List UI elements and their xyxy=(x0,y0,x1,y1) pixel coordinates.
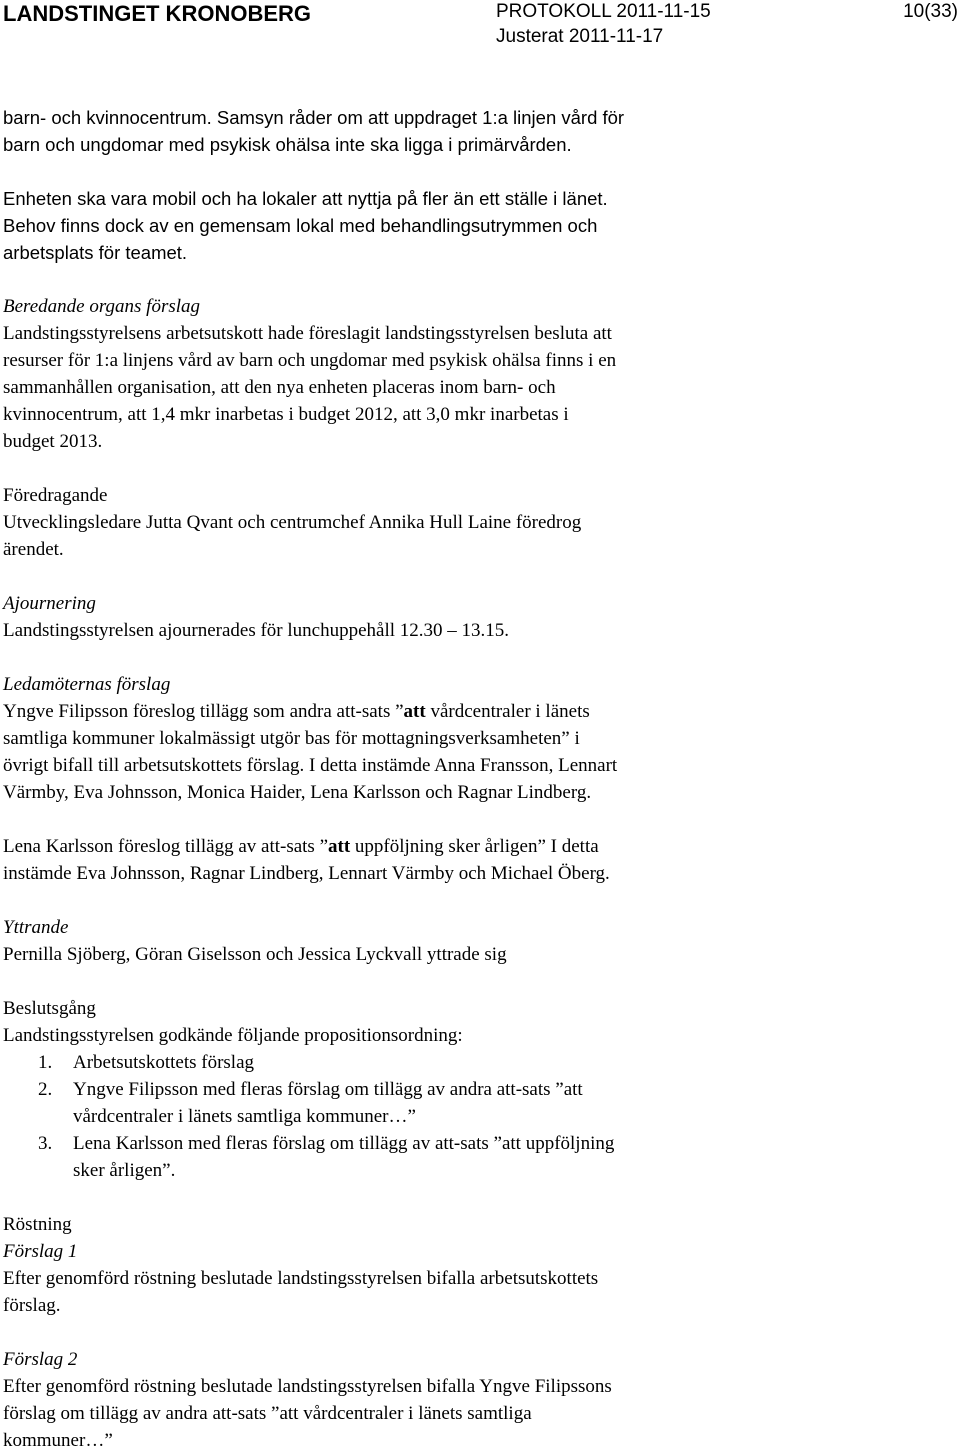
page-header xyxy=(0,0,960,54)
section-heading-ajournering: Ajournering xyxy=(3,593,96,614)
page-number: 10(33) xyxy=(903,1,958,22)
text-line: Värmby, Eva Johnsson, Monica Haider, Lena Karlsson och Ragnar Lindberg. xyxy=(3,782,592,803)
list-number: 1. xyxy=(38,1052,53,1073)
bold-att: att xyxy=(403,701,426,722)
proposition-list xyxy=(3,1049,953,1184)
paragraph-intro xyxy=(3,104,953,158)
text-line: budget 2013. xyxy=(3,431,103,452)
text-line: Landstingsstyrelsen godkände följande propositionsordning: xyxy=(3,1025,463,1046)
list-text xyxy=(73,1076,953,1130)
text-line: arbetsplats för teamet. xyxy=(3,242,188,263)
section-heading-beslutsgang: Beslutsgång xyxy=(3,998,96,1019)
text-line xyxy=(3,833,953,860)
text-line: sker årligen”. xyxy=(73,1160,176,1181)
text-line: Efter genomförd röstning beslutade landstingsstyrelsen bifalla arbetsutskottets xyxy=(3,1268,599,1289)
text-line: förslag. xyxy=(3,1295,61,1316)
text-line: Lena Karlsson med fleras förslag om tillägg av att-sats ”att uppföljning xyxy=(73,1133,615,1154)
text-line xyxy=(3,698,953,725)
text-line: samtliga kommuner lokalmässigt utgör bas för mottagningsverksamheten” i xyxy=(3,728,580,749)
text-line: ärendet. xyxy=(3,539,64,560)
paragraph-beredande xyxy=(3,320,953,455)
text-span: vårdcentraler i länets xyxy=(425,701,590,722)
justerat-date: Justerat 2011-11-17 xyxy=(496,26,664,47)
text-line: Behov finns dock av en gemensam lokal med behandlingsutrymmen och xyxy=(3,215,598,236)
text-line: Yngve Filipsson med fleras förslag om tillägg av andra att-sats ”att xyxy=(73,1079,583,1100)
text-line: övrigt bifall till arbetsutskottets förslag. I detta instämde Anna Fransson, Lennart xyxy=(3,755,618,776)
list-item xyxy=(3,1130,953,1184)
document-body xyxy=(3,104,953,1454)
protocol-date: PROTOKOLL 2011-11-15 xyxy=(496,1,711,22)
text-line: Utvecklingsledare Jutta Qvant och centrumchef Annika Hull Laine föredrog xyxy=(3,512,582,533)
text-line: barn och ungdomar med psykisk ohälsa inte ska ligga i primärvården. xyxy=(3,134,572,155)
section-heading-yttrande: Yttrande xyxy=(3,917,69,938)
text-line: resurser för 1:a linjens vård av barn och ungdomar med psykisk ohälsa finns i en xyxy=(3,350,617,371)
text-line: kvinnocentrum, att 1,4 mkr inarbetas i budget 2012, att 3,0 mkr inarbetas i xyxy=(3,404,569,425)
text-span: Yngve Filipsson föreslog tillägg som andra att-sats ” xyxy=(3,701,404,722)
paragraph-mobile-unit xyxy=(3,185,953,266)
list-text xyxy=(73,1130,953,1184)
text-line: Arbetsutskottets förslag xyxy=(73,1052,255,1073)
text-line: vårdcentraler i länets samtliga kommuner…” xyxy=(73,1106,416,1127)
text-line: Pernilla Sjöberg, Göran Giselsson och Jessica Lyckvall yttrade sig xyxy=(3,944,507,965)
text-span: Lena Karlsson föreslog tillägg av att-sats ” xyxy=(3,836,329,857)
list-number: 2. xyxy=(38,1079,53,1100)
text-line: förslag om tillägg av andra att-sats ”att vårdcentraler i länets samtliga xyxy=(3,1403,532,1424)
text-line: sammanhållen organisation, att den nya enheten placeras inom barn- och xyxy=(3,377,556,398)
text-line: kommuner…” xyxy=(3,1430,113,1451)
section-heading-ledamoter: Ledamöternas förslag xyxy=(3,674,171,695)
bold-att: att xyxy=(328,836,351,857)
section-heading-beredande: Beredande organs förslag xyxy=(3,296,201,317)
list-number: 3. xyxy=(38,1133,53,1154)
list-item xyxy=(3,1076,953,1130)
organization-name: LANDSTINGET KRONOBERG xyxy=(3,1,311,26)
list-text xyxy=(73,1049,953,1076)
section-heading-rostning: Röstning xyxy=(3,1214,72,1235)
text-line: instämde Eva Johnsson, Ragnar Lindberg, Lennart Värmby och Michael Öberg. xyxy=(3,863,610,884)
text-line: Landstingsstyrelsen ajournerades för lunchuppehåll 12.30 – 13.15. xyxy=(3,620,510,641)
text-line: Landstingsstyrelsens arbetsutskott hade föreslagit landstingsstyrelsen besluta att xyxy=(3,323,612,344)
text-line: Efter genomförd röstning beslutade landstingsstyrelsen bifalla Yngve Filipssons xyxy=(3,1376,612,1397)
subheading-forslag-1: Förslag 1 xyxy=(3,1241,78,1262)
text-line: Enheten ska vara mobil och ha lokaler att nyttja på fler än ett ställe i länet. xyxy=(3,188,608,209)
subheading-forslag-2: Förslag 2 xyxy=(3,1349,78,1370)
text-line: barn- och kvinnocentrum. Samsyn råder om att uppdraget 1:a linjen vård för xyxy=(3,107,625,128)
text-span: uppföljning sker årligen” I detta xyxy=(350,836,599,857)
section-heading-foredragande: Föredragande xyxy=(3,485,108,506)
list-item xyxy=(3,1049,953,1076)
